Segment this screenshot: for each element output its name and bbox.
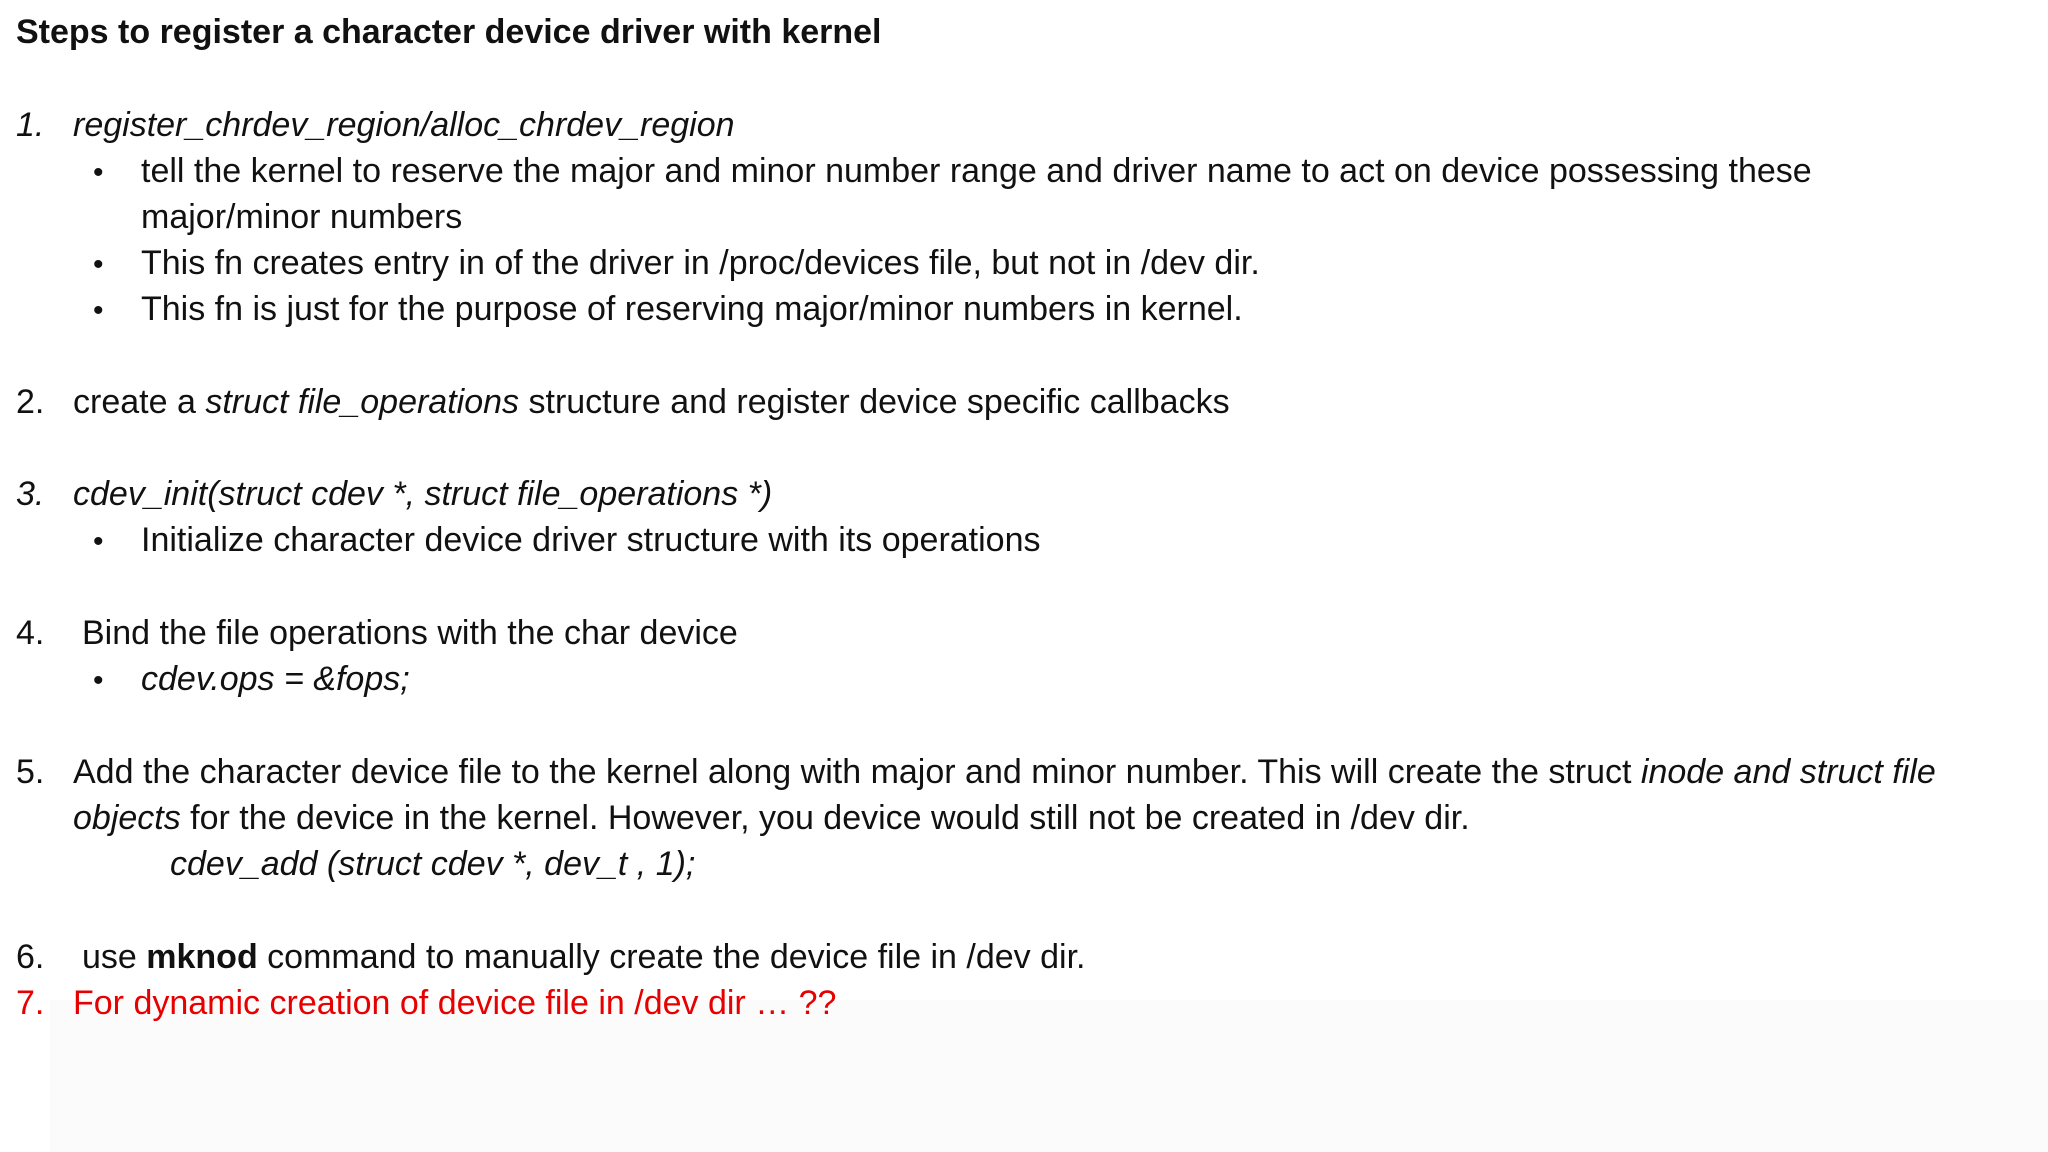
step-4-bullet-1-marker: • (93, 664, 104, 697)
step-5-line-1-italic: inode and struct file (1640, 753, 1936, 791)
step-2-number: 2. (16, 383, 45, 421)
step-4-number: 4. (16, 614, 45, 652)
step-4-bullet-1: cdev.ops = &fops; (141, 660, 410, 698)
step-2-post: structure and register device specific callbacks (519, 383, 1230, 421)
step-1-bullet-2: This fn creates entry in of the driver in /proc/devices file, but not in /dev dir. (141, 244, 1260, 282)
step-5-line-1 (73, 749, 1936, 795)
step-1-heading: register_chrdev_region/alloc_chrdev_region (73, 106, 735, 144)
step-7-text: For dynamic creation of device file in /dev dir … ?? (73, 984, 837, 1022)
step-3-heading: cdev_init(struct cdev *, struct file_operations *) (73, 475, 773, 513)
step-1-number: 1. (16, 106, 45, 144)
step-5-code: cdev_add (struct cdev *, dev_t , 1); (170, 845, 696, 883)
step-6-number: 6. (16, 938, 45, 976)
step-2-pre: create a (73, 383, 206, 421)
step-3-bullet-1: Initialize character device driver structure with its operations (141, 521, 1041, 559)
step-5-number: 5. (16, 753, 45, 791)
step-1-bullet-2-marker: • (93, 248, 104, 281)
step-6-command: mknod (146, 938, 258, 976)
step-3-bullet-1-marker: • (93, 525, 104, 558)
step-6-text (82, 934, 1085, 980)
step-3-number: 3. (16, 475, 45, 513)
step-7-number: 7. (16, 984, 45, 1022)
step-6-post: command to manually create the device file in /dev dir. (257, 938, 1086, 976)
step-1-bullet-1-marker: • (93, 156, 104, 189)
step-1-bullet-3-marker: • (93, 294, 104, 327)
step-5-line-2-italic: objects (73, 799, 181, 837)
step-1-bullet-1-cont: major/minor numbers (141, 198, 463, 236)
step-6-pre: use (82, 938, 147, 976)
slide-title: Steps to register a character device driver with kernel (16, 13, 882, 51)
step-2-italic: struct file_operations (205, 383, 520, 421)
step-4-heading: Bind the file operations with the char device (82, 614, 738, 652)
step-5-line-1-text: Add the character device file to the kernel along with major and minor number. This will create the struct (73, 753, 1641, 791)
step-2-text (73, 379, 1230, 425)
step-1-bullet-3: This fn is just for the purpose of reserving major/minor numbers in kernel. (141, 290, 1243, 328)
step-1-bullet-1: tell the kernel to reserve the major and minor number range and driver name to act on device possessing these (141, 152, 1812, 190)
step-5-line-2-text: for the device in the kernel. However, you device would still not be created in /dev dir. (180, 799, 1470, 837)
step-5-line-2 (73, 795, 1470, 841)
